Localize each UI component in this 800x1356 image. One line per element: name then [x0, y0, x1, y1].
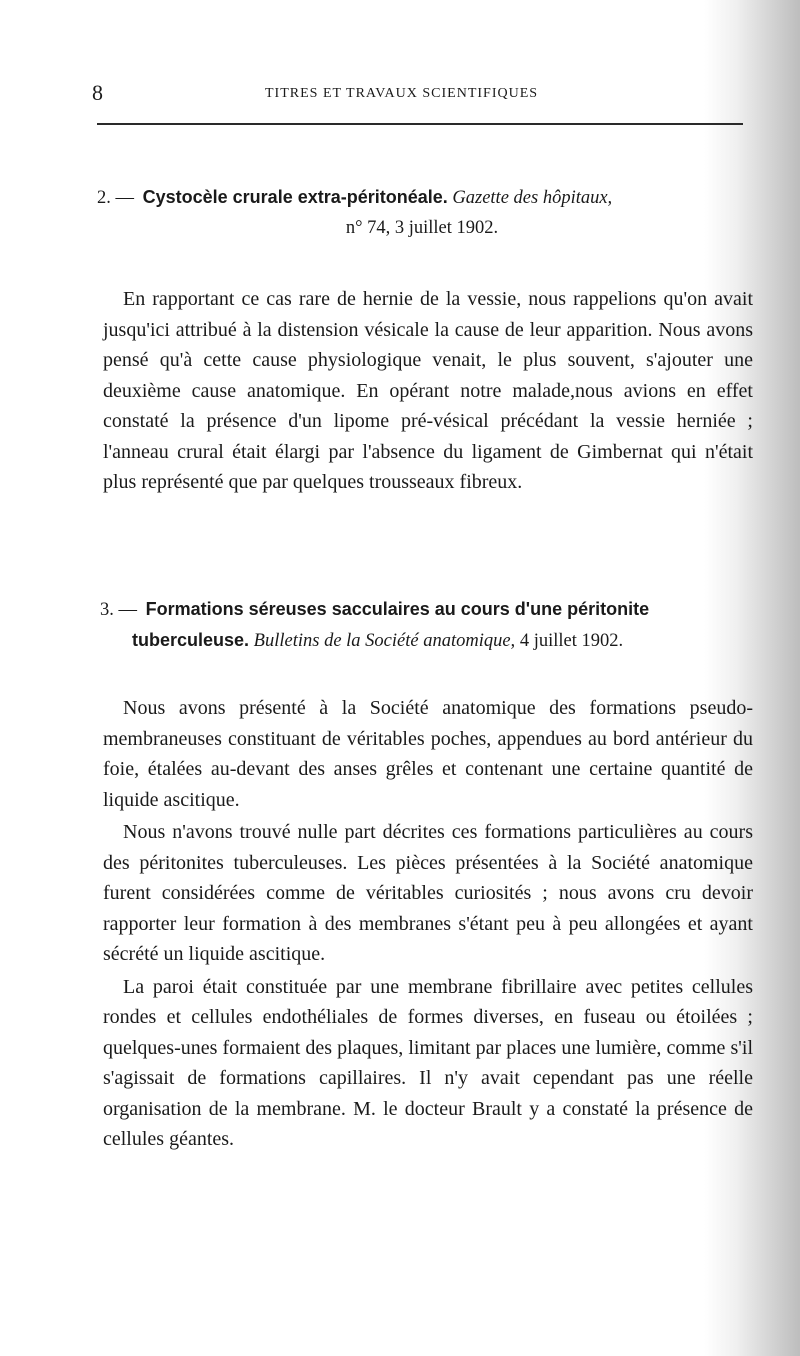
entry-2-source: Gazette des hôpitaux,	[452, 188, 613, 208]
entry-2-title: Cystocèle crurale extra-péritonéale.	[142, 187, 448, 207]
page-number: 8	[92, 80, 103, 105]
entry-2-source-line2: n° 74, 3 juillet 1902.	[345, 218, 499, 238]
header-rule	[97, 123, 743, 125]
entry-3-heading	[100, 594, 750, 656]
entry-2-heading	[97, 182, 747, 243]
entry-3-paragraph-1: Nous avons présenté à la Société anatomique des formations pseudo-membraneuses constituant de véritables poches, appendues au bord antérieur du foie, étalées au-devant des anses grêles et contenant une certaine quantité de liquide ascitique.	[103, 697, 753, 811]
entry-2-paragraph-1: En rapportant ce cas rare de hernie de la vessie, nous rappelions qu'on avait jusqu'ici attribué à la distension vésicale la cause de leur apparition. Nous avons pensé qu'à cette cause physiologique venait, le plus souvent, s'ajouter une deuxième cause anatomique. En opérant notre malade,nous avions en effet constaté la présence d'un lipome pré-vésical précédant la vessie herniée ; l'anneau crural était élargi par l'absence du ligament de Gimbernat qui n'était plus représenté que par quelques trousseaux fibreux.	[103, 288, 753, 493]
entry-3-source: Bulletins de la Société anatomique,	[253, 631, 516, 651]
entry-3-paragraph-3: La paroi était constituée par une membrane fibrillaire avec petites cellules rondes et cellules endothéliales de formes diverses, en fuseau ou étoilées ; quelques-unes formaient des plaques, limitant par places une lumière, comme s'il s'agissait de formations capillaires. Il n'y avait cependant pas une réelle organisation de la membrane. M. le docteur Brault y a constaté la présence de cellules géantes.	[103, 975, 753, 1150]
entry-3-body	[103, 693, 753, 1155]
entry-2-number: 2. —	[97, 188, 134, 208]
entry-2-body	[103, 284, 753, 498]
entry-3-title-line2: tuberculeuse.	[132, 630, 250, 650]
entry-3-source-date: 4 juillet 1902.	[519, 631, 624, 651]
running-title: TITRES ET TRAVAUX SCIENTIFIQUES	[265, 86, 539, 101]
entry-3-paragraph-2: Nous n'avons trouvé nulle part décrites ces formations particulières au cours des péritonites tuberculeuses. Les pièces présentées à la Société anatomique furent considérées comme de véritables curiosités ; nous avons cru devoir rapporter leur formation à des membranes s'étant peu à peu allongées et ayant sécrété un liquide ascitique.	[103, 821, 753, 965]
entry-3-number: 3. —	[100, 600, 137, 620]
entry-3-title: Formations séreuses sacculaires au cours d'une péritonite	[145, 599, 650, 619]
